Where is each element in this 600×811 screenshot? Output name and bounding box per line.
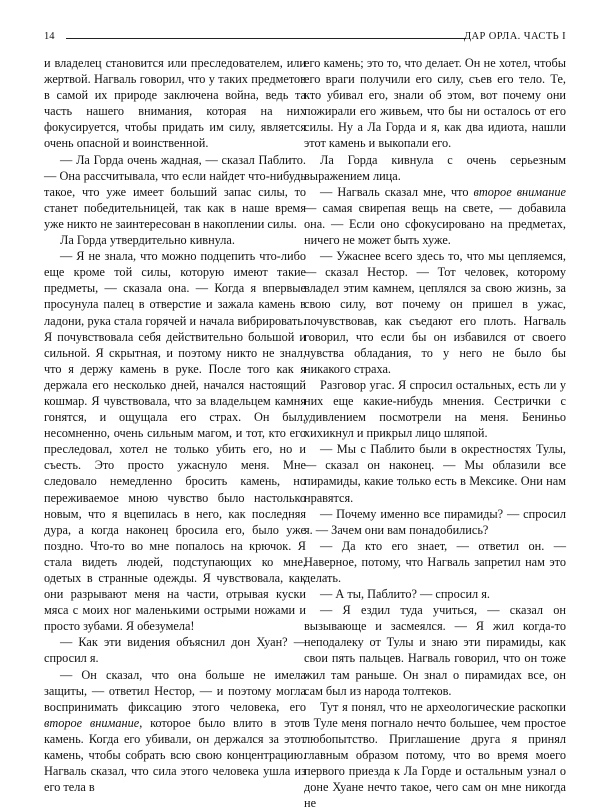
header-rule — [66, 38, 466, 39]
paragraph-text-continued: — самая свирепая вещь на свете, — добавила она. — Если оно сфокусировано на предметах, ничего не может быть хуже. — [304, 200, 566, 248]
italic-term: второе внимание — [44, 715, 140, 730]
paragraph — [44, 152, 306, 232]
paragraph — [304, 506, 566, 538]
page-number: 14 — [44, 31, 55, 42]
paragraph-text: его камень; это то, что делает. Он не хотел, чтобы его враги получили его силу, съев его тело. Те, кто убивал его, знали об этом, вот почему они пожирали его живьем, что бы ни осталось от его силы. Ну а Ла Горда и я, как два идиота, нашли этот камень и выкопали его. — [304, 56, 566, 151]
paragraph — [44, 667, 306, 796]
paragraph-text: Ла Горда кивнула с очень серьезным выражением лица. — [304, 152, 566, 183]
paragraph — [304, 538, 566, 586]
paragraph — [304, 152, 566, 184]
paragraph — [44, 248, 306, 634]
page-header — [44, 30, 566, 44]
paragraph-text: — Как эти видения объяснил дон Хуан? — спросил я. — [44, 635, 306, 666]
paragraph — [44, 634, 306, 666]
paragraph — [304, 184, 566, 248]
paragraph-text-continued: , которое было влито в этот камень. Когда его убивали, он держался за этот камень, чтобы собрать всю свою концентрацию. Нагваль сказал, что сила этого человека ушла из его тела в — [44, 715, 306, 795]
paragraph — [304, 377, 566, 441]
paragraph-text: Ла Горда утвердительно кивнула. — [60, 233, 235, 248]
paragraph-text: — Ла Горда очень жадная, — сказал Паблито. — Она рассчитывала, что если найдет что-нибудь такое, что уже имеет больший запас силы, то станет победительницей, так как в наше время уже никто не заинтересован в накоплении силы. — [44, 152, 306, 231]
paragraph — [44, 55, 306, 152]
paragraph-text: Тут я понял, что не археологические раскопки в Туле меня погнало нечто большее, чем простое любопытство. Приглашение друга я принял главным образом потому, что во время моего первого приезда к Ла Горде и остальным узнал о доне Хуане нечто такое, чего сам он мне никогда не — [304, 699, 566, 811]
paragraph-text: и владелец становится или преследователем, или жертвой. Нагваль говорил, что у таких предметов в самой их природе заключена война, ведь та часть нашего внимания, которая на них фокусируется, чтобы придать им силу, является очень опасной и воинственной. — [44, 56, 306, 151]
paragraph — [304, 55, 566, 152]
paragraph-text: — Я не знала, что можно подцепить что-либо еще кроме той силы, которую имеют такие предметы, — сказала она. — Когда я впервые просунула палец в отверстие и зажала камень в ладони, рука стала горячей и начала вибрировать. Я почувствовала себя действительно большой и сильной. Я скрытная, и поэтому никто не знал, что я держу камень в руке. После того как я держала его несколько дней, начался настоящий кошмар. Я чувствовала, что за владельцем камня гонятся, и ощущала его страх. Он был, несомненно, очень сильным магом, и тот, кто его преследовал, хотел не только убить его, но и съесть. Это просто ужаснуло меня. Мне следовало немедленно бросить камень, но переживаемое мною чувство было настолько новым, что я вцепилась в него, как последняя дура, а когда наконец бросила его, было уже поздно. Что-то во мне попалось на крючок. Я стала видеть людей, подступающих ко мне, одетых в странные одежды. Я чувствовала, как они разрывают меня на части, отрывая куски мяса с моих ног маленькими острыми ножами и просто зубами. Я обезумела! — [44, 249, 306, 634]
paragraph — [44, 232, 306, 248]
left-column — [44, 55, 306, 795]
running-title: ДАР ОРЛА. ЧАСТЬ I — [463, 31, 566, 42]
paragraph — [304, 441, 566, 505]
paragraph — [304, 248, 566, 377]
paragraph — [304, 586, 566, 602]
paragraph — [304, 602, 566, 699]
paragraph-text: Разговор угас. Я спросил остальных, есть ли у них еще какие-нибудь мнения. Сестрички с удивлением посмотрели на меня. Бениньо хихикнул и прикрыл лицо шляпой. — [304, 377, 566, 441]
paragraph-text: — Мы с Паблито были в окрестностях Тулы, — сказал он наконец. — Мы облазили все пирамиды, какие только есть в Мексике. Они нам нравятся. — [304, 442, 566, 505]
italic-term: второе внимание — [473, 184, 566, 199]
paragraph-text: — Нагваль сказал мне, что — [320, 184, 474, 199]
paragraph-text: — Почему именно все пирамиды? — спросил я. — Зачем они вам понадобились? — [304, 506, 566, 537]
paragraph-text: — Я ездил туда учиться, — сказал он вызывающе и засмеялся. — Я жил когда-то неподалеку от Тулы и знаю эти пирамиды, как свои пять пальцев. Нагваль говорил, что он тоже жил там раньше. Он знал о пирамидах все, он сам был из народа толтеков. — [304, 603, 566, 698]
paragraph-text: — Он сказал, что она больше не имела защиты, — ответил Нестор, — и поэтому могла воспринимать фиксацию этого человека, его — [44, 667, 306, 714]
right-column — [304, 55, 566, 811]
paragraph-text: — Да кто его знает, — ответил он. — Наверное, потому, что Нагваль запретил нам это делать. — [304, 538, 566, 585]
paragraph — [304, 699, 566, 811]
paragraph-text: — А ты, Паблито? — спросил я. — [320, 587, 491, 602]
paragraph-text: — Ужаснее всего здесь то, что мы цепляемся, — сказал Нестор. — Тот человек, которому владел этим камнем, цеплялся за свою жизнь, за свою силу, вот почему он пришел в ужас, почувствовав, как съедают его плоть. Нагваль говорил, что если бы он избавился от своего чувства обладания, то у него не было бы никакого страха. — [304, 249, 566, 376]
